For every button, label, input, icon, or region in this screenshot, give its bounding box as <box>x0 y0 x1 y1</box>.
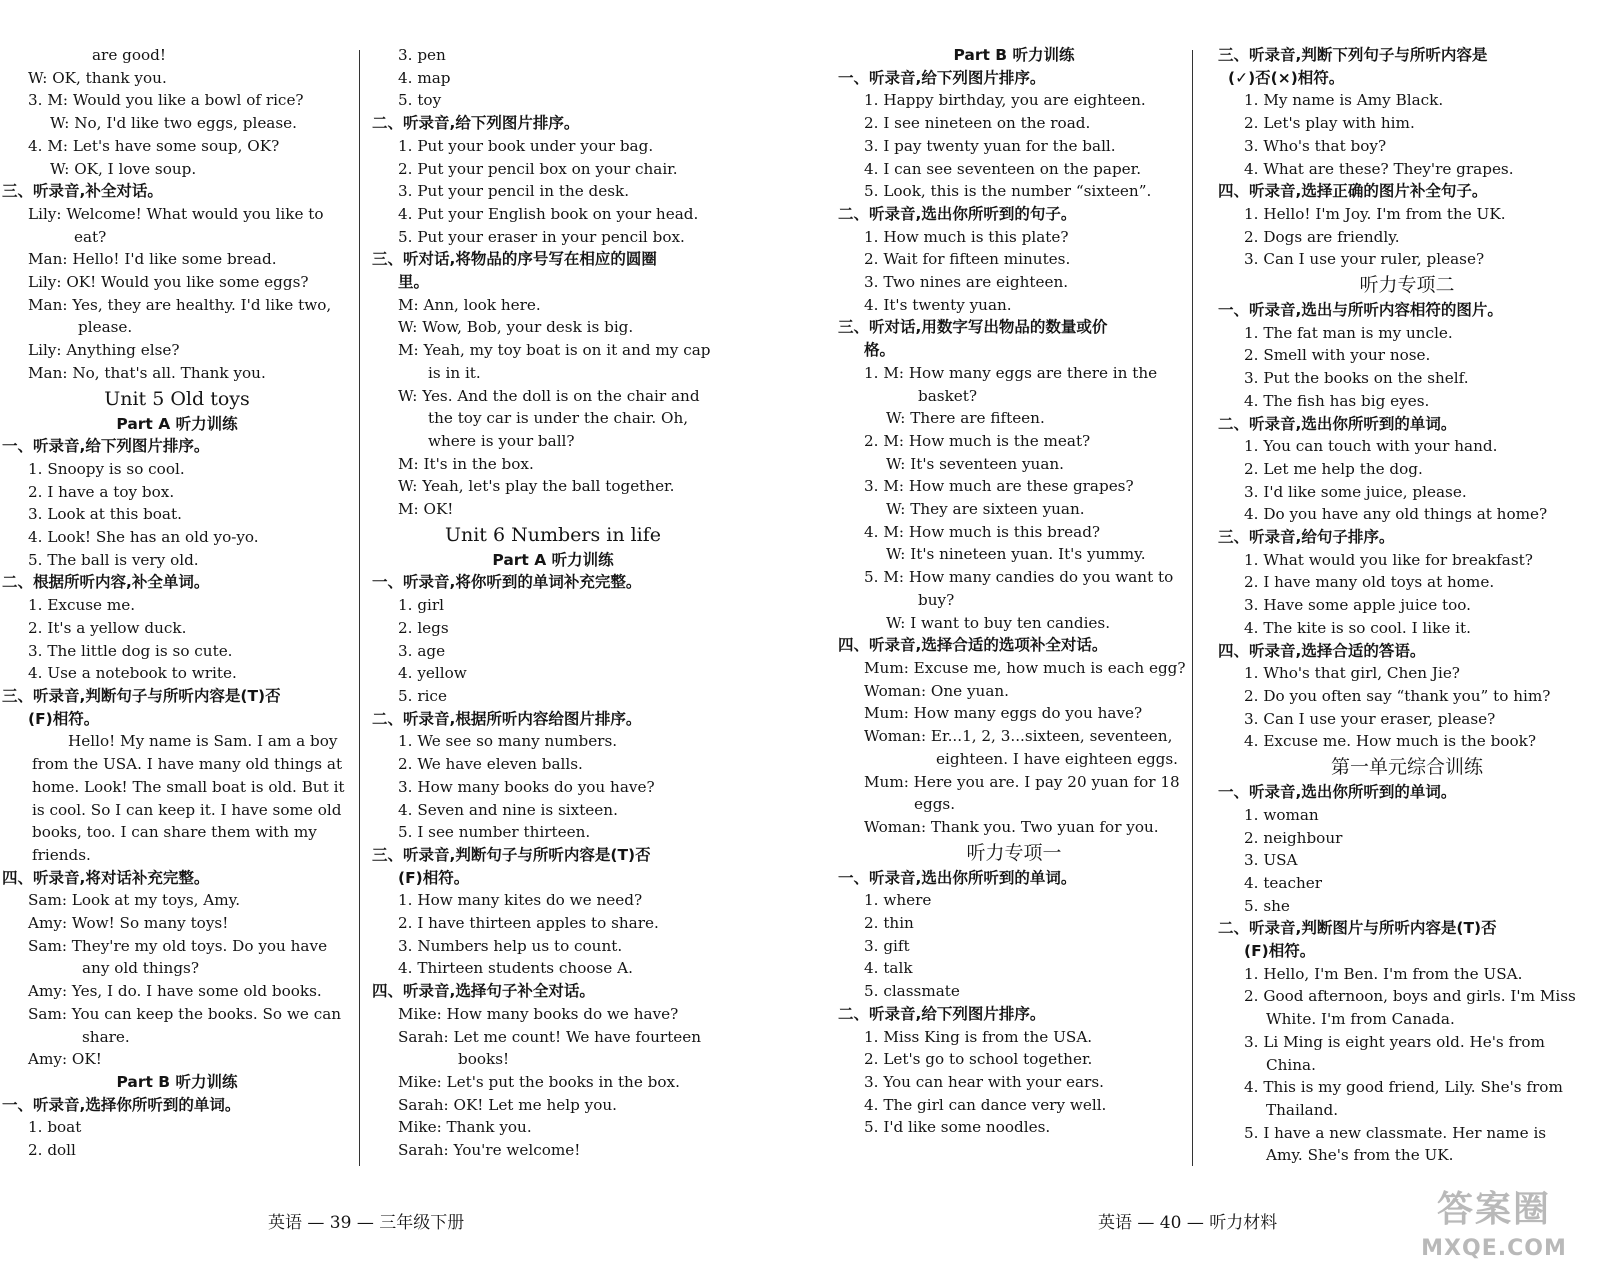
dialogue-line: Sam: Look at my toys, Amy. <box>28 891 241 910</box>
list-item: 4. Thirteen students choose A. <box>398 959 633 978</box>
dialogue-line: Man: No, that's all. Thank you. <box>28 363 266 382</box>
dialogue-line: Sam: They're my old toys. Do you have <box>28 936 328 955</box>
list-item: 3. pen <box>398 46 446 64</box>
list-item: 4. It's twenty yuan. <box>864 295 1012 314</box>
section-heading: 二、听录音,选出你所听到的句子。 <box>838 204 1077 223</box>
section-heading: 格。 <box>864 341 896 360</box>
list-item: 2. Dogs are friendly. <box>1244 227 1400 246</box>
dialogue-line: W: Yeah, let's play the ball together. <box>398 477 675 496</box>
special-section-title: 第一单元综合训练 <box>1330 756 1483 779</box>
list-item: 2. Put your pencil box on your chair. <box>398 159 678 178</box>
list-item: 3. Look at this boat. <box>28 505 182 524</box>
list-item: 1. How much is this plate? <box>864 227 1069 246</box>
section-heading: (✓)否(×)相符。 <box>1228 68 1345 87</box>
dialogue-line: books, too. I can share them with my <box>32 823 317 842</box>
section-heading: 四、听录音,将对话补充完整。 <box>2 868 210 887</box>
list-item: 5. The ball is very old. <box>28 550 199 569</box>
dialogue-line: M: It's in the box. <box>398 454 534 473</box>
dialogue-line: M: Ann, look here. <box>398 295 541 314</box>
list-item: 1. Put your book under your bag. <box>398 136 654 155</box>
list-item: 1. Hello! I'm Joy. I'm from the UK. <box>1244 204 1506 223</box>
dialogue-line: Man: Yes, they are healthy. I'd like two, <box>28 295 332 314</box>
list-item: 5. rice <box>398 686 447 705</box>
dialogue-line: W: Wow, Bob, your desk is big. <box>398 318 634 337</box>
dialogue-line: W: There are fifteen. <box>886 409 1045 428</box>
list-item: 4. Put your English book on your head. <box>398 204 699 223</box>
dialogue-line: please. <box>78 318 133 337</box>
list-item: 2. Let's play with him. <box>1244 114 1415 133</box>
dialogue-line: Mum: How many eggs do you have? <box>864 704 1143 723</box>
section-heading: 三、听对话,用数字写出物品的数量或价 <box>838 318 1108 337</box>
list-item: 2. Wait for fifteen minutes. <box>864 250 1071 269</box>
list-item: 1. You can touch with your hand. <box>1244 437 1498 456</box>
section-heading: 二、听录音,给下列图片排序。 <box>372 114 580 133</box>
dialogue-line: the toy car is under the chair. Oh, <box>428 409 689 428</box>
list-item: 1. Miss King is from the USA. <box>864 1027 1093 1046</box>
column-divider-left <box>359 50 360 1166</box>
list-item: 2. Let me help the dog. <box>1244 459 1423 478</box>
dialogue-line: White. I'm from Canada. <box>1266 1010 1455 1029</box>
list-item: 2. I have many old toys at home. <box>1244 573 1495 592</box>
dialogue-line: Sarah: Let me count! We have fourteen <box>398 1027 702 1046</box>
list-item: 3. gift <box>864 936 910 955</box>
dialogue-line: W: No, I'd like two eggs, please. <box>50 114 297 133</box>
list-item: 1. M: How many eggs are there in the <box>864 363 1158 382</box>
list-item: 2. thin <box>864 914 914 933</box>
page-footer-right: 英语 — 40 — 听力材料 <box>1098 1213 1278 1233</box>
list-item: 5. she <box>1244 896 1290 915</box>
section-heading: 四、听录音,选择合适的选项补全对话。 <box>838 636 1108 655</box>
dialogue-line: any old things? <box>82 959 199 978</box>
section-heading: 一、听录音,选出与所听内容相符的图片。 <box>1218 301 1503 320</box>
list-item: 4. Do you have any old things at home? <box>1244 505 1548 524</box>
list-item: 1. My name is Amy Black. <box>1244 91 1444 110</box>
list-item: 4. I can see seventeen on the paper. <box>864 159 1142 178</box>
list-item: 1. How many kites do we need? <box>398 891 643 910</box>
list-item: 1. Happy birthday, you are eighteen. <box>864 91 1146 110</box>
unit-title: Unit 6 Numbers in life <box>444 523 662 546</box>
dialogue-line: basket? <box>918 386 978 405</box>
list-item: 3. Li Ming is eight years old. He's from <box>1244 1032 1545 1051</box>
section-heading: 四、听录音,选择正确的图片补全句子。 <box>1218 182 1488 201</box>
list-item: 4. Excuse me. How much is the book? <box>1244 732 1536 751</box>
list-item: 2. M: How much is the meat? <box>864 431 1091 450</box>
list-item: 3. Put your pencil in the desk. <box>398 182 630 201</box>
list-item: 4. The fish has big eyes. <box>1244 391 1430 410</box>
list-item: 2. We have eleven balls. <box>398 755 583 774</box>
unit-title: Unit 5 Old toys <box>104 387 250 410</box>
section-heading: 三、听对话,将物品的序号写在相应的圆圈 <box>372 250 657 269</box>
list-item: 3. USA <box>1244 851 1298 870</box>
list-item: 2. neighbour <box>1244 828 1343 847</box>
list-item: 4. Use a notebook to write. <box>28 664 237 683</box>
watermark-top-text: 答案圈 <box>1436 1189 1551 1230</box>
list-item: 3. age <box>398 641 446 660</box>
section-heading: 一、听录音,选择你所听到的单词。 <box>2 1095 241 1114</box>
left-page-column-2 <box>372 44 734 1162</box>
list-item: 3. You can hear with your ears. <box>864 1072 1104 1091</box>
dialogue-line: Woman: One yuan. <box>864 681 1009 700</box>
list-item: 1. What would you like for breakfast? <box>1244 550 1533 569</box>
dialogue-line: eighteen. I have eighteen eggs. <box>936 749 1179 768</box>
list-item: 1. Snoopy is so cool. <box>28 459 185 478</box>
right-page-column-2 <box>1218 44 1596 1167</box>
dialogue-line: Lily: Anything else? <box>28 341 180 360</box>
list-item: 4. M: How much is this bread? <box>864 522 1101 541</box>
section-heading: 三、听录音,给句子排序。 <box>1218 528 1395 547</box>
list-item: 5. classmate <box>864 982 960 1001</box>
list-item: 2. Smell with your nose. <box>1244 346 1431 365</box>
section-heading: 里。 <box>398 273 430 292</box>
dialogue-line: M: Yeah, my toy boat is on it and my cap <box>398 341 711 360</box>
dialogue-line: books! <box>458 1050 510 1069</box>
list-item: 4. map <box>398 68 451 87</box>
list-item: 4. talk <box>864 959 913 978</box>
dialogue-line: Woman: Thank you. Two yuan for you. <box>864 817 1159 836</box>
dialogue-line: China. <box>1266 1055 1316 1074</box>
dialogue-line: Woman: Er...1, 2, 3...sixteen, seventeen, <box>864 727 1173 746</box>
dialogue-line: Man: Hello! I'd like some bread. <box>28 250 277 269</box>
dialogue-line: eggs. <box>914 795 956 814</box>
dialogue-line: Mum: Excuse me, how much is each egg? <box>864 658 1186 677</box>
list-item: 3. The little dog is so cute. <box>28 641 233 660</box>
list-item: 5. I have a new classmate. Her name is <box>1244 1123 1547 1142</box>
list-item: 2. doll <box>28 1141 76 1160</box>
list-item: 4. teacher <box>1244 873 1322 892</box>
list-item: 4. M: Let's have some soup, OK? <box>28 136 280 155</box>
section-heading: 一、听录音,将你听到的单词补充完整。 <box>372 573 642 592</box>
section-heading: 三、听录音,判断句子与所听内容是(T)否 <box>2 686 281 705</box>
section-heading: 二、听录音,给下列图片排序。 <box>838 1004 1046 1023</box>
dialogue-line: share. <box>82 1027 130 1046</box>
dialogue-line: Sarah: OK! Let me help you. <box>398 1095 617 1114</box>
watermark-bottom-text: MXQE.COM <box>1421 1236 1567 1261</box>
list-item: 1. Excuse me. <box>28 596 136 615</box>
dialogue-line: W: I want to buy ten candies. <box>886 613 1111 632</box>
dialogue-line: Lily: Welcome! What would you like to <box>28 204 324 223</box>
list-item: 4. The kite is so cool. I like it. <box>1244 618 1471 637</box>
section-heading: 一、听录音,给下列图片排序。 <box>838 68 1046 87</box>
list-item: 5. Look, this is the number “sixteen”. <box>864 182 1152 201</box>
dialogue-line: Mike: How many books do we have? <box>398 1004 679 1023</box>
dialogue-line: from the USA. I have many old things at <box>32 755 343 774</box>
list-item: 5. toy <box>398 91 442 110</box>
part-title: Part B 听力训练 <box>953 46 1075 64</box>
dialogue-line: Amy. She's from the UK. <box>1266 1146 1454 1165</box>
dialogue-line: Mike: Thank you. <box>398 1118 532 1137</box>
dialogue-line: Hello! My name is Sam. I am a boy <box>68 732 338 751</box>
section-heading: 三、听录音,判断下列句子与所听内容是 <box>1218 46 1488 64</box>
section-heading: 二、听录音,根据所听内容给图片排序。 <box>372 709 642 728</box>
list-item: 1. where <box>864 891 932 910</box>
list-item: 1. We see so many numbers. <box>398 732 618 751</box>
list-item: 4. Seven and nine is sixteen. <box>398 800 618 819</box>
special-section-title: 听力专项二 <box>1359 274 1455 297</box>
list-item: 2. I see nineteen on the road. <box>864 114 1091 133</box>
list-item: 4. The girl can dance very well. <box>864 1095 1107 1114</box>
dialogue-line: is cool. So I can keep it. I have some old <box>32 800 342 819</box>
list-item: 3. Can I use your ruler, please? <box>1244 250 1485 269</box>
section-heading: (F)相符。 <box>28 709 100 728</box>
list-item: 5. I see number thirteen. <box>398 823 591 842</box>
list-item: 3. M: How much are these grapes? <box>864 477 1134 496</box>
list-item: 2. legs <box>398 618 449 637</box>
list-item: 4. What are these? They're grapes. <box>1244 159 1514 178</box>
section-heading: 四、听录音,选择句子补全对话。 <box>372 982 595 1001</box>
list-item: 3. Who's that boy? <box>1244 136 1387 155</box>
part-title: Part A 听力训练 <box>116 414 238 433</box>
list-item: 1. Hello, I'm Ben. I'm from the USA. <box>1244 964 1523 983</box>
list-item: 2. I have a toy box. <box>28 482 175 501</box>
list-item: 3. I pay twenty yuan for the ball. <box>864 136 1116 155</box>
right-page-column-1 <box>838 44 1190 1139</box>
list-item: 5. Put your eraser in your pencil box. <box>398 227 685 246</box>
section-heading: 二、根据所听内容,补全单词。 <box>2 573 210 592</box>
list-item: 3. Two nines are eighteen. <box>864 273 1069 292</box>
list-item: 2. Let's go to school together. <box>864 1050 1093 1069</box>
section-heading: 四、听录音,选择合适的答语。 <box>1218 641 1426 660</box>
dialogue-line: home. Look! The small boat is old. But it <box>32 777 345 796</box>
dialogue-line: W: OK, thank you. <box>28 68 167 87</box>
dialogue-line: are good! <box>92 46 166 64</box>
part-title: Part B 听力训练 <box>116 1072 238 1091</box>
list-item: 4. This is my good friend, Lily. She's from <box>1244 1078 1563 1097</box>
section-heading: 一、听录音,给下列图片排序。 <box>2 437 210 456</box>
left-page-column-1 <box>2 44 352 1162</box>
dialogue-line: where is your ball? <box>428 431 575 450</box>
list-item: 1. The fat man is my uncle. <box>1244 323 1453 342</box>
dialogue-line: Sarah: You're welcome! <box>398 1141 581 1160</box>
dialogue-line: W: Yes. And the doll is on the chair and <box>398 386 700 405</box>
list-item: 3. Numbers help us to count. <box>398 936 623 955</box>
dialogue-line: is in it. <box>428 363 481 382</box>
dialogue-line: W: It's nineteen yuan. It's yummy. <box>886 545 1146 564</box>
section-heading: (F)相符。 <box>1244 942 1316 961</box>
list-item: 5. M: How many candies do you want to <box>864 568 1174 587</box>
section-heading: 三、听录音,补全对话。 <box>2 182 163 201</box>
list-item: 3. Have some apple juice too. <box>1244 596 1471 615</box>
page-footer-left: 英语 — 39 — 三年级下册 <box>268 1213 465 1233</box>
list-item: 2. I have thirteen apples to share. <box>398 914 659 933</box>
dialogue-line: M: OK! <box>398 500 454 519</box>
list-item: 3. M: Would you like a bowl of rice? <box>28 91 304 110</box>
section-heading: (F)相符。 <box>398 868 470 887</box>
section-heading: 一、听录音,选出你所听到的单词。 <box>1218 783 1457 802</box>
list-item: 3. How many books do you have? <box>398 777 655 796</box>
dialogue-line: W: OK, I love soup. <box>50 159 197 178</box>
section-heading: 三、听录音,判断句子与所听内容是(T)否 <box>372 845 651 864</box>
dialogue-line: Amy: Wow! So many toys! <box>28 914 229 933</box>
dialogue-line: eat? <box>74 227 107 246</box>
section-heading: 一、听录音,选出你所听到的单词。 <box>838 868 1077 887</box>
dialogue-line: Sam: You can keep the books. So we can <box>28 1004 342 1023</box>
special-section-title: 听力专项一 <box>966 841 1062 864</box>
column-divider-right <box>1192 50 1193 1166</box>
list-item: 2. Good afternoon, boys and girls. I'm Miss <box>1244 987 1576 1006</box>
dialogue-line: Thailand. <box>1266 1100 1339 1119</box>
list-item: 1. girl <box>398 596 445 615</box>
list-item: 4. yellow <box>398 664 467 683</box>
dialogue-line: Mike: Let's put the books in the box. <box>398 1072 680 1091</box>
section-heading: 二、听录音,选出你所听到的单词。 <box>1218 414 1457 433</box>
list-item: 4. Look! She has an old yo-yo. <box>28 528 259 547</box>
dialogue-line: Mum: Here you are. I pay 20 yuan for 18 <box>864 772 1180 791</box>
list-item: 5. I'd like some noodles. <box>864 1118 1051 1137</box>
list-item: 3. Put the books on the shelf. <box>1244 369 1469 388</box>
list-item: 1. Who's that girl, Chen Jie? <box>1244 664 1460 683</box>
dialogue-line: friends. <box>32 845 91 864</box>
list-item: 1. boat <box>28 1118 82 1137</box>
list-item: 2. It's a yellow duck. <box>28 618 187 637</box>
watermark-logo <box>1398 1186 1590 1282</box>
list-item: 3. Can I use your eraser, please? <box>1244 709 1496 728</box>
list-item: 2. Do you often say “thank you” to him? <box>1244 686 1551 705</box>
dialogue-line: Lily: OK! Would you like some eggs? <box>28 273 309 292</box>
dialogue-line: buy? <box>918 590 955 609</box>
dialogue-line: Amy: Yes, I do. I have some old books. <box>28 982 322 1001</box>
part-title: Part A 听力训练 <box>492 550 614 569</box>
dialogue-line: Amy: OK! <box>28 1050 102 1069</box>
dialogue-line: W: They are sixteen yuan. <box>886 500 1085 519</box>
dialogue-line: W: It's seventeen yuan. <box>886 454 1064 473</box>
list-item: 3. I'd like some juice, please. <box>1244 482 1467 501</box>
list-item: 1. woman <box>1244 805 1319 824</box>
section-heading: 二、听录音,判断图片与所听内容是(T)否 <box>1218 919 1497 938</box>
